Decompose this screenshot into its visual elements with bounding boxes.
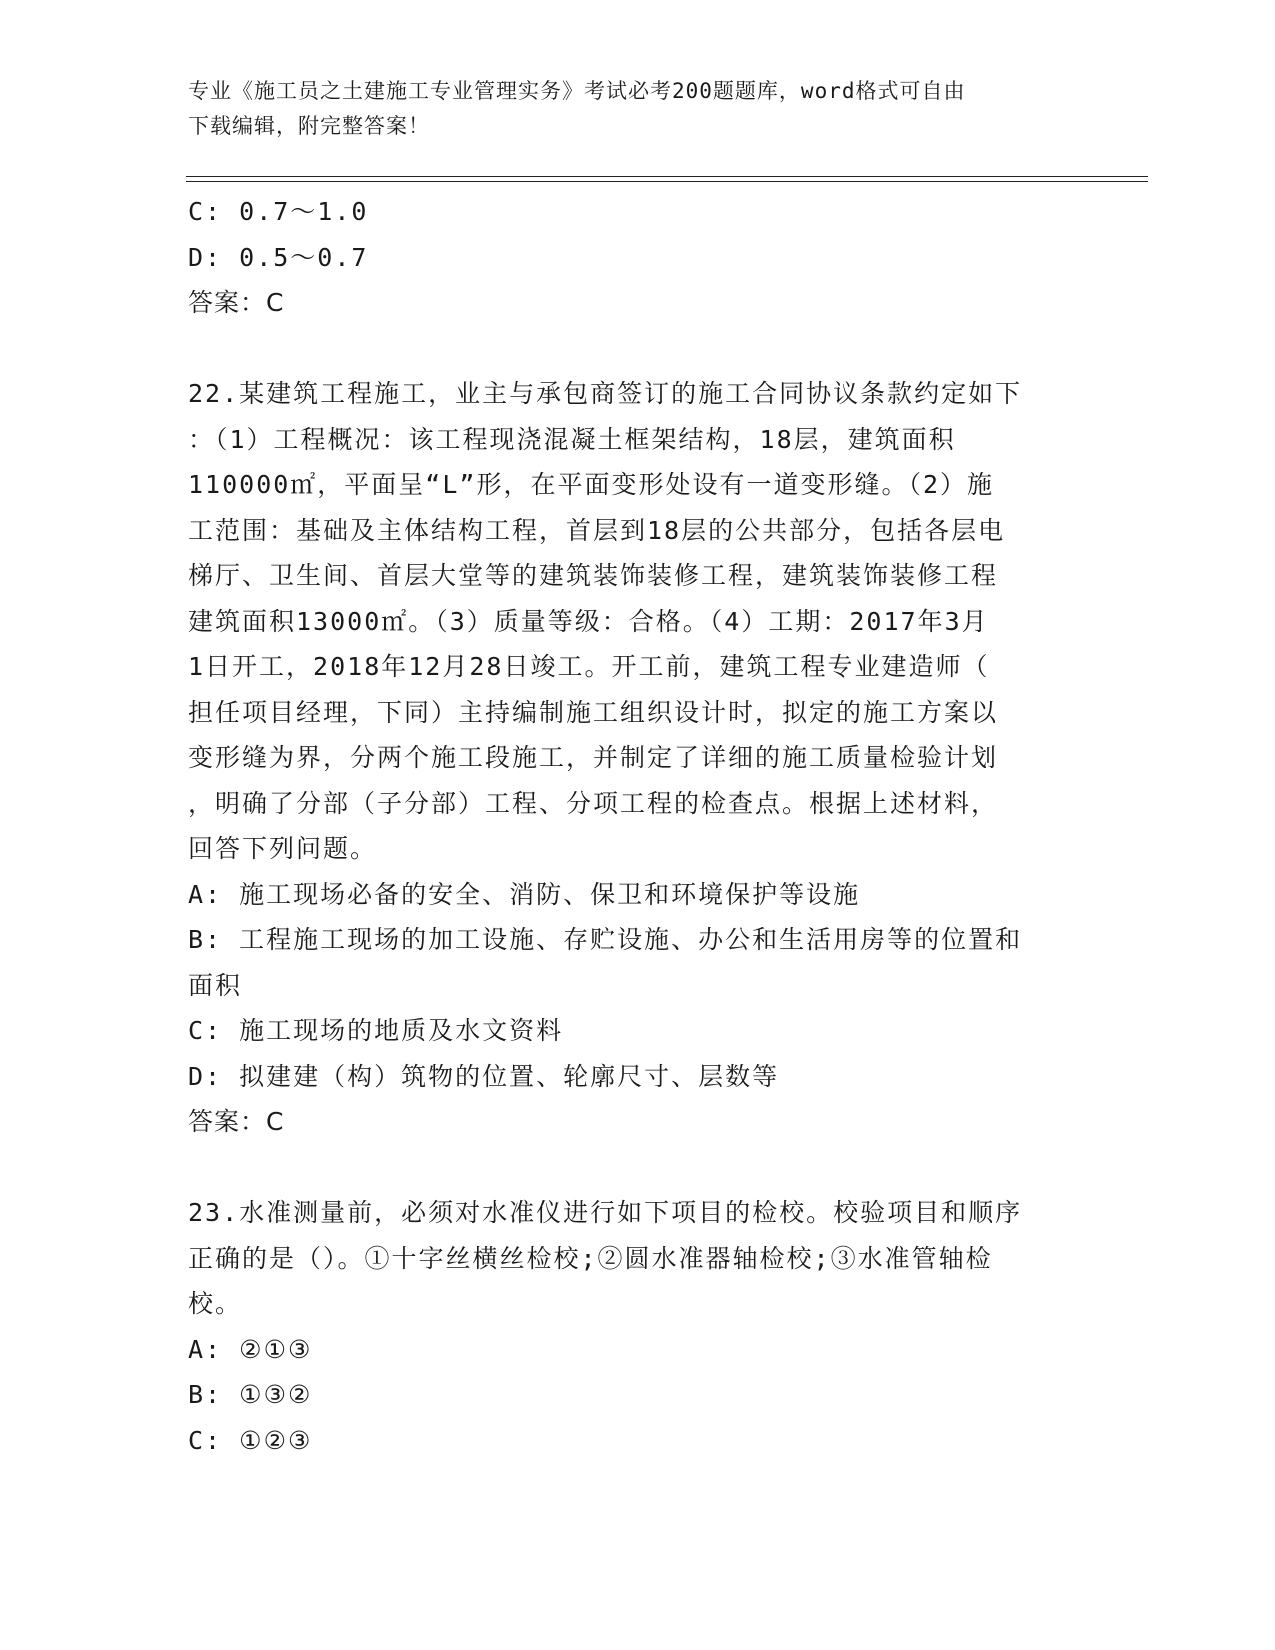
q22-option-b: B: 工程施工现场的加工设施、存贮设施、办公和生活用房等的位置和 [188,925,1023,954]
q22-stem-line: 回答下列问题。 [188,834,378,863]
q23-option-b: B: ①③② [188,1380,313,1409]
header-line-1: 专业《施工员之土建施工专业管理实务》考试必考200题题库，word格式可自由 [188,79,966,103]
header-divider-top [186,176,1148,177]
q23-stem-line: 校。 [188,1289,243,1318]
header-line-2: 下载编辑，附完整答案！ [188,114,430,138]
question-23 [188,1190,1078,1463]
q22-stem-line: 梯厅、卫生间、首层大堂等的建筑装饰装修工程，建筑装饰装修工程 [188,561,999,590]
q21-answer: 答案：C [188,288,285,317]
q21-option-c: C: 0.7～1.0 [188,197,369,226]
q23-stem-line: 23.水准测量前，必须对水准仪进行如下项目的检校。校验项目和顺序 [188,1198,1023,1227]
q22-option-d: D: 拟建建（构）筑物的位置、轮廓尺寸、层数等 [188,1061,780,1091]
q22-stem-line: 1日开工，2018年12月28日竣工。开工前，建筑工程专业建造师（ [188,652,990,681]
q21-option-d: D: 0.5～0.7 [188,242,369,272]
question-22 [188,371,1078,1145]
header-divider-bottom [186,181,1148,182]
q22-stem-line: 担任项目经理，下同）主持编制施工组织设计时，拟定的施工方案以 [188,697,999,727]
q22-stem-line: 工范围：基础及主体结构工程，首层到18层的公共部分，包括各层电 [188,515,1006,545]
q22-stem-line: ，明确了分部（子分部）工程、分项工程的检查点。根据上述材料， [188,788,999,818]
spacer [188,326,1078,372]
spacer [188,1145,1078,1191]
q22-stem-line: 22.某建筑工程施工，业主与承包商签订的施工合同协议条款约定如下 [188,379,1023,408]
page-header [188,74,1068,144]
document-body [188,189,1078,1463]
q22-stem-line: 建筑面积13000㎡。（3）质量等级：合格。（4）工期：2017年3月 [188,606,989,636]
q22-option-c: C: 施工现场的地质及水文资料 [188,1016,564,1045]
q23-option-a: A: ②①③ [188,1334,313,1364]
q22-stem-line: 变形缝为界，分两个施工段施工，并制定了详细的施工质量检验计划 [188,743,999,772]
q23-stem-line: 正确的是（）。①十字丝横丝检校;②圆水准器轴检校;③水准管轴检 [188,1243,993,1273]
q22-stem-line: ：（1）工程概况：该工程现浇混凝土框架结构，18层，建筑面积 [188,424,956,454]
q22-answer: 答案：C [188,1107,285,1136]
question-21-tail [188,189,1078,326]
q23-option-c: C: ①②③ [188,1425,313,1455]
q22-option-a: A: 施工现场必备的安全、消防、保卫和环境保护等设施 [188,879,861,909]
q22-option-b-continued: 面积 [188,970,243,1000]
q22-stem-line: 110000㎡，平面呈“L”形，在平面变形处设有一道变形缝。（2）施 [188,470,995,499]
